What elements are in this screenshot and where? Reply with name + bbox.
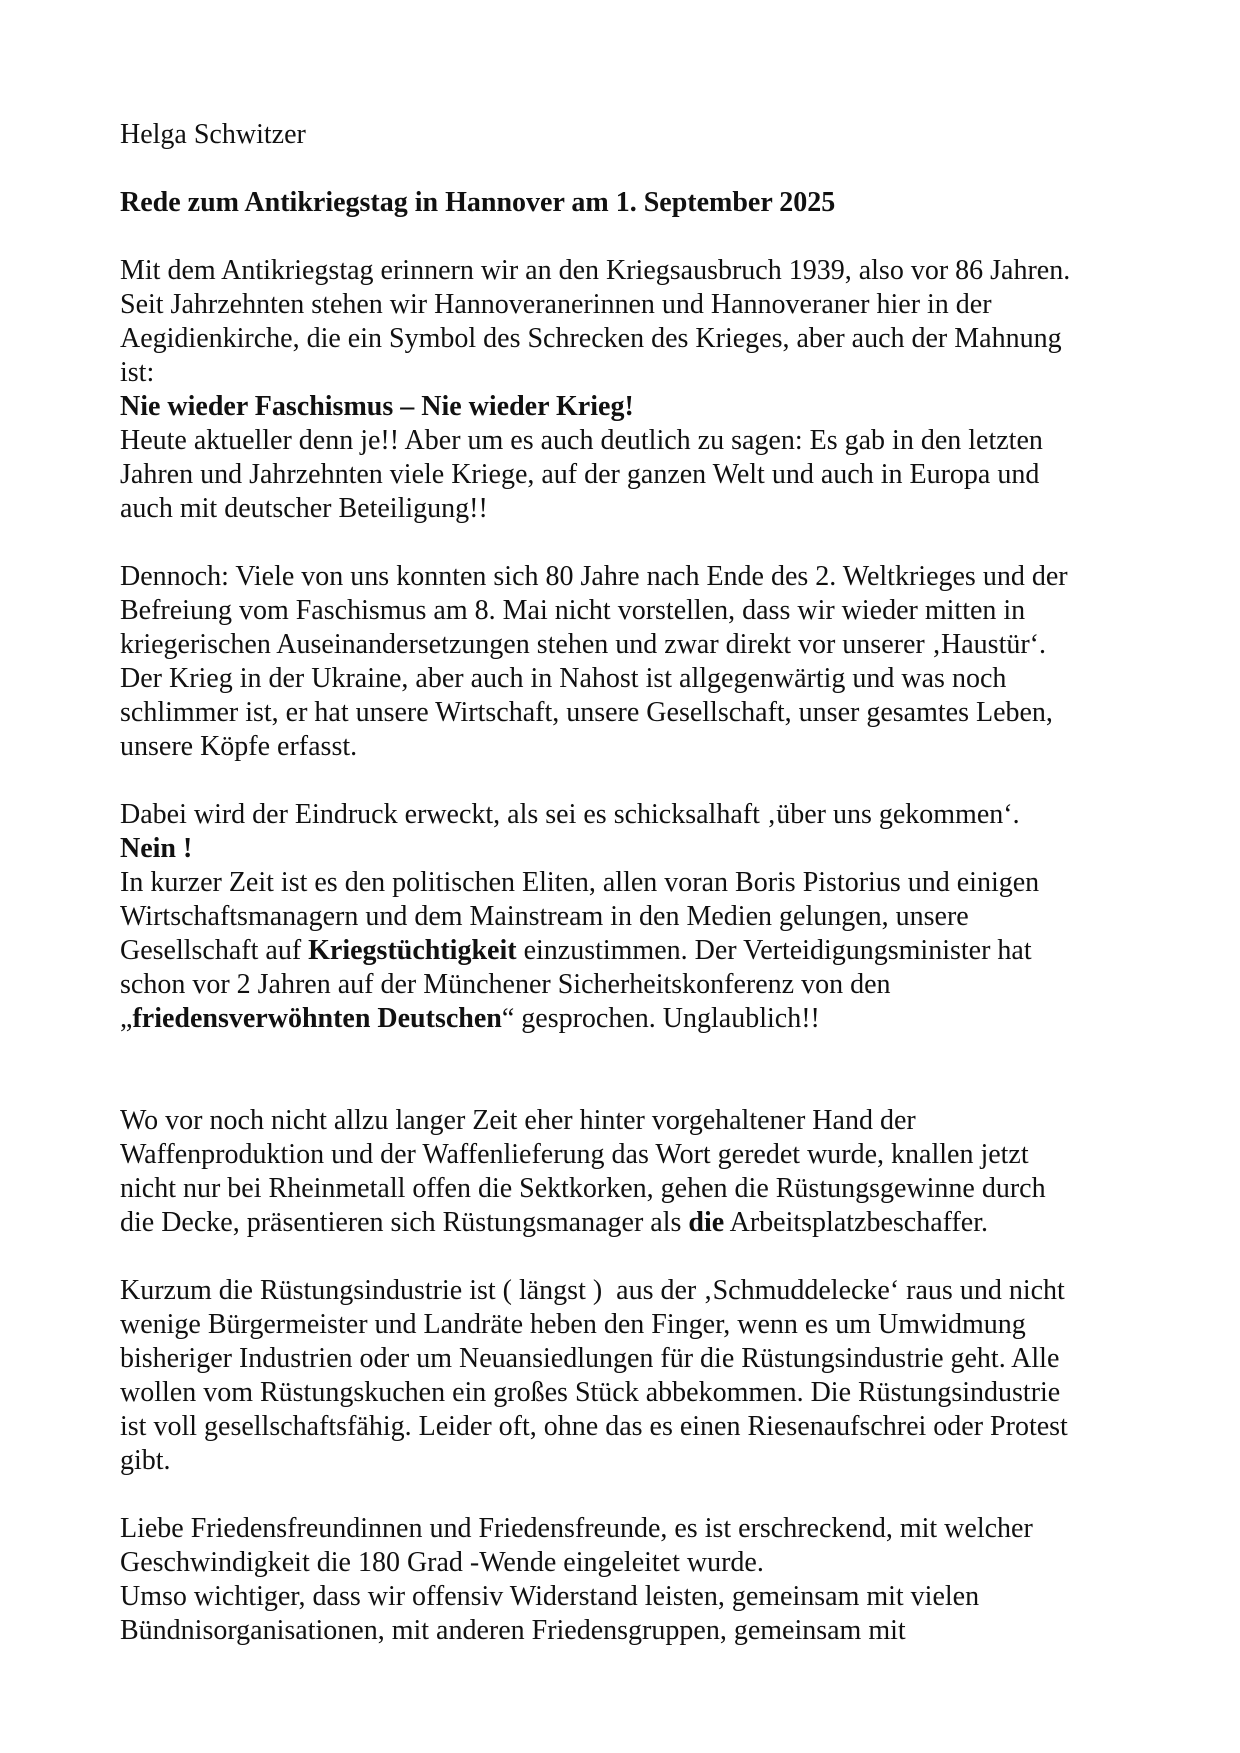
paragraph-5 [120, 1274, 1130, 1478]
text-line: schlimmer ist, er hat unsere Wirtschaft, unsere Gesellschaft, unser gesamtes Leben, [120, 697, 1053, 728]
spacer [120, 1478, 1130, 1512]
text-line: ist voll gesellschaftsfähig. Leider oft, ohne das es einen Riesenaufschrei oder Protest [120, 1411, 1068, 1442]
text-line: Heute aktueller denn je!! Aber um es auch deutlich zu sagen: Es gab in den letzten [120, 425, 1043, 456]
text-line: wollen vom Rüstungskuchen ein großes Stück abbekommen. Die Rüstungsindustrie [120, 1377, 1061, 1408]
text-line: Liebe Friedensfreundinnen und Friedensfreunde, es ist erschreckend, mit welcher [120, 1513, 1033, 1544]
text-line: Wirtschaftsmanagern und dem Mainstream in den Medien gelungen, unsere [120, 901, 969, 932]
text-line: Dabei wird der Eindruck erweckt, als sei es schicksalhaft ‚über uns gekommen‘. [120, 799, 1020, 830]
bold-term-friedensverwoehnt: friedensverwöhnten Deutschen [132, 1003, 502, 1034]
text-segment: einzustimmen. Der Verteidigungsminister hat [516, 935, 1032, 966]
text-line [120, 934, 1130, 968]
paragraph-3 [120, 798, 1130, 1036]
paragraph-2 [120, 560, 1130, 764]
text-line: Wo vor noch nicht allzu langer Zeit eher hinter vorgehaltener Hand der [120, 1105, 916, 1136]
nein-line: Nein ! [120, 833, 193, 864]
speech-title: Rede zum Antikriegstag in Hannover am 1. September 2025 [120, 187, 836, 218]
text-line [120, 1002, 1130, 1036]
text-line: Jahren und Jahrzehnten viele Kriege, auf der ganzen Welt und auch in Europa und [120, 459, 1040, 490]
spacer [120, 1036, 1130, 1070]
text-line: Kurzum die Rüstungsindustrie ist ( längst ) aus der ‚Schmuddelecke‘ raus und nicht [120, 1275, 1065, 1306]
spacer [120, 220, 1130, 254]
text-line: Der Krieg in der Ukraine, aber auch in Nahost ist allgegenwärtig und was noch [120, 663, 1007, 694]
text-segment: “ gesprochen. Unglaublich!! [501, 1003, 820, 1034]
paragraph-4 [120, 1104, 1130, 1240]
text-line: wenige Bürgermeister und Landräte heben den Finger, wenn es um Umwidmung [120, 1309, 1026, 1340]
text-line: Umso wichtiger, dass wir offensiv Widerstand leisten, gemeinsam mit vielen [120, 1581, 980, 1612]
text-segment: „ [120, 1003, 133, 1034]
text-line: Befreiung vom Faschismus am 8. Mai nicht vorstellen, dass wir wieder mitten in [120, 595, 1026, 626]
text-line: unsere Köpfe erfasst. [120, 731, 358, 762]
spacer [120, 1070, 1130, 1104]
author-name: Helga Schwitzer [120, 119, 306, 150]
text-segment: Gesellschaft auf [120, 935, 309, 966]
text-line: Dennoch: Viele von uns konnten sich 80 Jahre nach Ende des 2. Weltkrieges und der [120, 561, 1068, 592]
text-line: nicht nur bei Rheinmetall offen die Sektkorken, gehen die Rüstungsgewinne durch [120, 1173, 1046, 1204]
text-line [120, 1206, 1130, 1240]
spacer [120, 526, 1130, 560]
text-line: auch mit deutscher Beteiligung!! [120, 493, 488, 524]
bold-term-die: die [688, 1207, 725, 1238]
spacer [120, 1240, 1130, 1274]
text-line: kriegerischen Auseinandersetzungen stehen und zwar direkt vor unserer ‚Haustür‘. [120, 629, 1046, 660]
text-segment: die Decke, präsentieren sich Rüstungsmanager als [120, 1207, 689, 1238]
paragraph-6 [120, 1512, 1130, 1648]
text-line: bisheriger Industrien oder um Neuansiedlungen für die Rüstungsindustrie geht. Alle [120, 1343, 1060, 1374]
text-line: Seit Jahrzehnten stehen wir Hannoveranerinnen und Hannoveraner hier in der [120, 289, 992, 320]
document-page [120, 118, 1130, 1648]
text-line: Bündnisorganisationen, mit anderen Friedensgruppen, gemeinsam mit [120, 1615, 906, 1646]
text-line: Mit dem Antikriegstag erinnern wir an den Kriegsausbruch 1939, also vor 86 Jahren. [120, 255, 1071, 286]
bold-term-kriegstuechtigkeit: Kriegstüchtigkeit [308, 935, 517, 966]
text-line: gibt. [120, 1445, 171, 1476]
text-line: Geschwindigkeit die 180 Grad -Wende eingeleitet wurde. [120, 1547, 764, 1578]
spacer [120, 764, 1130, 798]
paragraph-1 [120, 254, 1130, 526]
text-line: ist: [120, 357, 155, 388]
text-line: In kurzer Zeit ist es den politischen Eliten, allen voran Boris Pistorius und einigen [120, 867, 1040, 898]
spacer [120, 152, 1130, 186]
text-segment: Arbeitsplatzbeschaffer. [724, 1207, 988, 1238]
slogan-line: Nie wieder Faschismus – Nie wieder Krieg! [120, 391, 634, 422]
text-line: Aegidienkirche, die ein Symbol des Schrecken des Krieges, aber auch der Mahnung [120, 323, 1062, 354]
text-line: schon vor 2 Jahren auf der Münchener Sicherheitskonferenz von den [120, 969, 891, 1000]
text-line: Waffenproduktion und der Waffenlieferung das Wort geredet wurde, knallen jetzt [120, 1139, 1029, 1170]
